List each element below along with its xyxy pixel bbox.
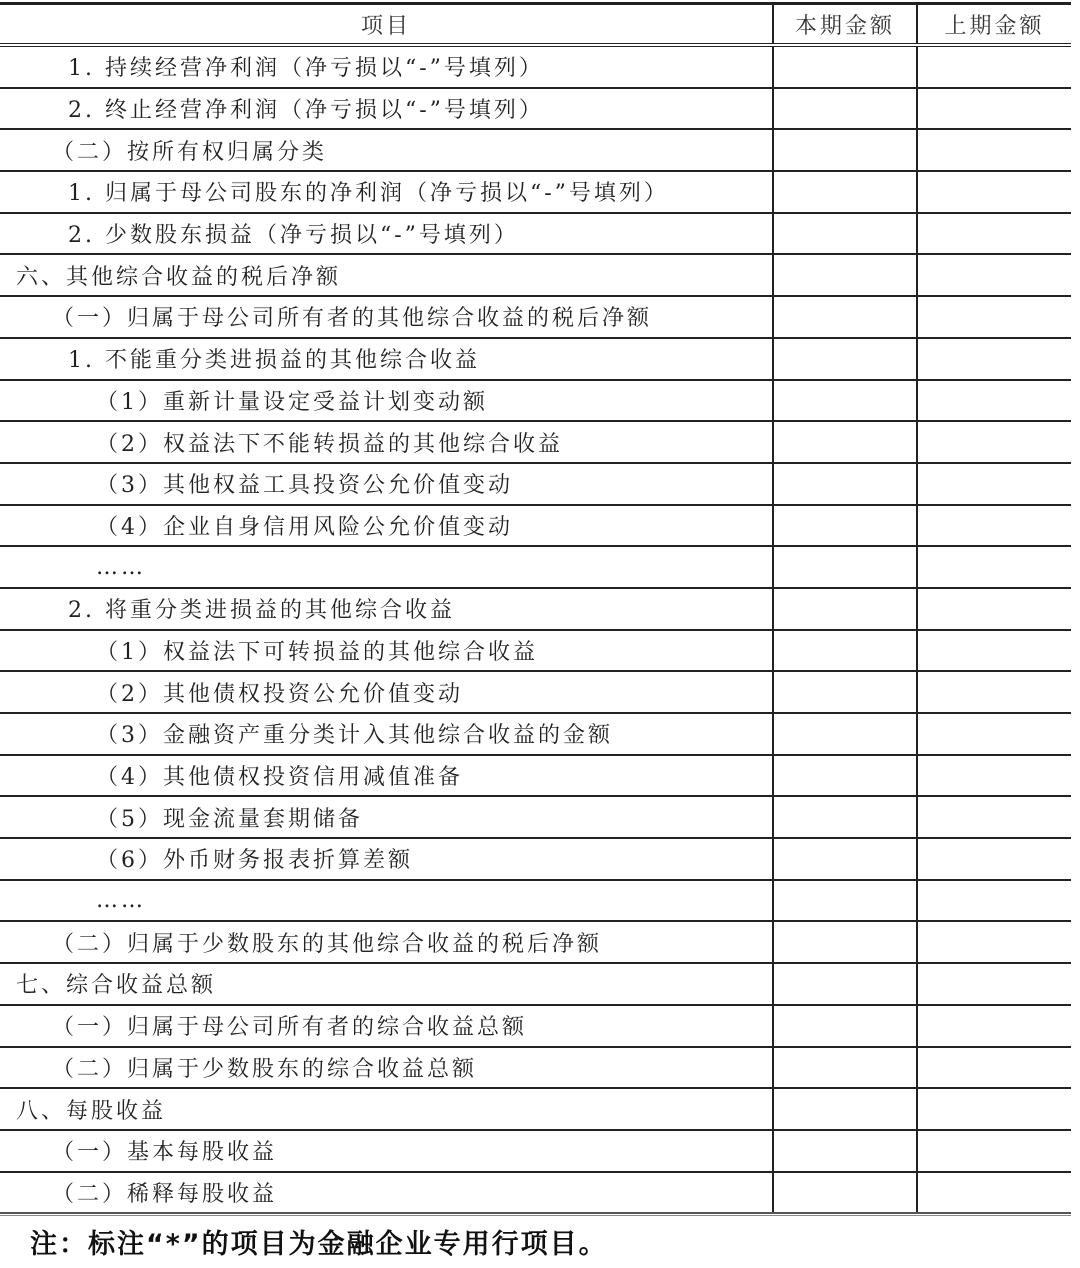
row-previous-amount — [918, 631, 1071, 671]
row-current-amount — [774, 506, 918, 546]
row-item-label: （6）外币财务报表折算差额 — [0, 839, 774, 879]
table-row — [0, 297, 1071, 339]
table-row — [0, 756, 1071, 798]
table-header-row — [0, 5, 1071, 47]
table-row — [0, 89, 1071, 131]
row-current-amount — [774, 297, 918, 337]
row-item-label: （5）现金流量套期储备 — [0, 797, 774, 837]
row-item-label: 2. 少数股东损益（净亏损以“-”号填列） — [0, 214, 774, 254]
row-previous-amount — [918, 797, 1071, 837]
row-item-label: （二）归属于少数股东的综合收益总额 — [0, 1048, 774, 1088]
row-item-label: （2）权益法下不能转损益的其他综合收益 — [0, 422, 774, 462]
row-previous-amount — [918, 547, 1071, 587]
row-item-label: （3）其他权益工具投资公允价值变动 — [0, 464, 774, 504]
row-current-amount — [774, 881, 918, 921]
table-row — [0, 422, 1071, 464]
table-bottom-rule — [0, 1212, 1071, 1216]
row-previous-amount — [918, 1173, 1071, 1213]
table-row — [0, 714, 1071, 756]
table-row — [0, 47, 1071, 89]
row-item-label: （1）重新计量设定受益计划变动额 — [0, 381, 774, 421]
row-item-label: （1）权益法下可转损益的其他综合收益 — [0, 631, 774, 671]
table-row — [0, 547, 1071, 589]
row-previous-amount — [918, 672, 1071, 712]
row-current-amount — [774, 756, 918, 796]
table-row — [0, 881, 1071, 923]
row-current-amount — [774, 1173, 918, 1213]
footnote: 注：标注“*”的项目为金融企业专用行项目。 — [30, 1229, 608, 1260]
row-item-label: 1. 不能重分类进损益的其他综合收益 — [0, 339, 774, 379]
row-current-amount — [774, 631, 918, 671]
table-row — [0, 922, 1071, 964]
row-previous-amount — [918, 172, 1071, 212]
row-item-label: （4）企业自身信用风险公允价值变动 — [0, 506, 774, 546]
table-row — [0, 839, 1071, 881]
row-item-label: （4）其他债权投资信用减值准备 — [0, 756, 774, 796]
table-row — [0, 1048, 1071, 1090]
row-previous-amount — [918, 214, 1071, 254]
row-previous-amount — [918, 1131, 1071, 1171]
row-current-amount — [774, 1006, 918, 1046]
table-row — [0, 1006, 1071, 1048]
table-row — [0, 130, 1071, 172]
row-item-label: 1. 归属于母公司股东的净利润（净亏损以“-”号填列） — [0, 172, 774, 212]
row-current-amount — [774, 422, 918, 462]
table-row — [0, 797, 1071, 839]
header-current-period: 本期金额 — [774, 5, 918, 43]
row-current-amount — [774, 172, 918, 212]
row-previous-amount — [918, 339, 1071, 379]
row-item-label: （一）归属于母公司所有者的综合收益总额 — [0, 1006, 774, 1046]
row-previous-amount — [918, 589, 1071, 629]
row-previous-amount — [918, 839, 1071, 879]
row-item-label: 2. 终止经营净利润（净亏损以“-”号填列） — [0, 89, 774, 129]
row-current-amount — [774, 714, 918, 754]
row-current-amount — [774, 589, 918, 629]
row-item-label: （一）基本每股收益 — [0, 1131, 774, 1171]
row-current-amount — [774, 130, 918, 170]
row-current-amount — [774, 1089, 918, 1129]
row-current-amount — [774, 381, 918, 421]
row-previous-amount — [918, 130, 1071, 170]
row-previous-amount — [918, 255, 1071, 295]
row-previous-amount — [918, 714, 1071, 754]
table-row — [0, 172, 1071, 214]
row-item-label: 七、综合收益总额 — [0, 964, 774, 1004]
table-row — [0, 214, 1071, 256]
row-current-amount — [774, 89, 918, 129]
table-row — [0, 672, 1071, 714]
row-item-label: （2）其他债权投资公允价值变动 — [0, 672, 774, 712]
row-current-amount — [774, 964, 918, 1004]
row-item-label: （一）归属于母公司所有者的其他综合收益的税后净额 — [0, 297, 774, 337]
row-current-amount — [774, 797, 918, 837]
row-previous-amount — [918, 1089, 1071, 1129]
table-body — [0, 47, 1071, 1214]
row-item-label: 六、其他综合收益的税后净额 — [0, 255, 774, 295]
row-previous-amount — [918, 422, 1071, 462]
row-item-label: 八、每股收益 — [0, 1089, 774, 1129]
table-row — [0, 964, 1071, 1006]
table-row — [0, 339, 1071, 381]
row-current-amount — [774, 464, 918, 504]
row-item-label: （二）按所有权归属分类 — [0, 130, 774, 170]
row-current-amount — [774, 672, 918, 712]
row-previous-amount — [918, 297, 1071, 337]
row-previous-amount — [918, 89, 1071, 129]
row-previous-amount — [918, 881, 1071, 921]
income-statement-table — [0, 2, 1071, 1216]
table-row — [0, 255, 1071, 297]
row-previous-amount — [918, 47, 1071, 87]
row-item-label: （3）金融资产重分类计入其他综合收益的金额 — [0, 714, 774, 754]
table-row — [0, 1089, 1071, 1131]
row-item-label: 1. 持续经营净利润（净亏损以“-”号填列） — [0, 47, 774, 87]
table-row — [0, 506, 1071, 548]
row-current-amount — [774, 47, 918, 87]
row-current-amount — [774, 547, 918, 587]
table-row — [0, 631, 1071, 673]
row-previous-amount — [918, 1006, 1071, 1046]
table-row — [0, 464, 1071, 506]
row-current-amount — [774, 1131, 918, 1171]
row-previous-amount — [918, 381, 1071, 421]
table-row — [0, 1173, 1071, 1215]
table-row — [0, 1131, 1071, 1173]
row-item-label: （二）稀释每股收益 — [0, 1173, 774, 1213]
row-item-label: …… — [0, 547, 774, 587]
table-row — [0, 381, 1071, 423]
row-item-label: 2. 将重分类进损益的其他综合收益 — [0, 589, 774, 629]
row-current-amount — [774, 1048, 918, 1088]
row-previous-amount — [918, 464, 1071, 504]
row-previous-amount — [918, 1048, 1071, 1088]
row-current-amount — [774, 255, 918, 295]
header-previous-period: 上期金额 — [944, 13, 1045, 39]
row-previous-amount — [918, 756, 1071, 796]
row-previous-amount — [918, 922, 1071, 962]
row-current-amount — [774, 922, 918, 962]
table-row — [0, 589, 1071, 631]
row-item-label: …… — [0, 881, 774, 921]
header-item: 项目 — [0, 5, 774, 43]
row-previous-amount — [918, 506, 1071, 546]
row-current-amount — [774, 839, 918, 879]
row-current-amount — [774, 214, 918, 254]
row-item-label: （二）归属于少数股东的其他综合收益的税后净额 — [0, 922, 774, 962]
row-previous-amount — [918, 964, 1071, 1004]
row-current-amount — [774, 339, 918, 379]
